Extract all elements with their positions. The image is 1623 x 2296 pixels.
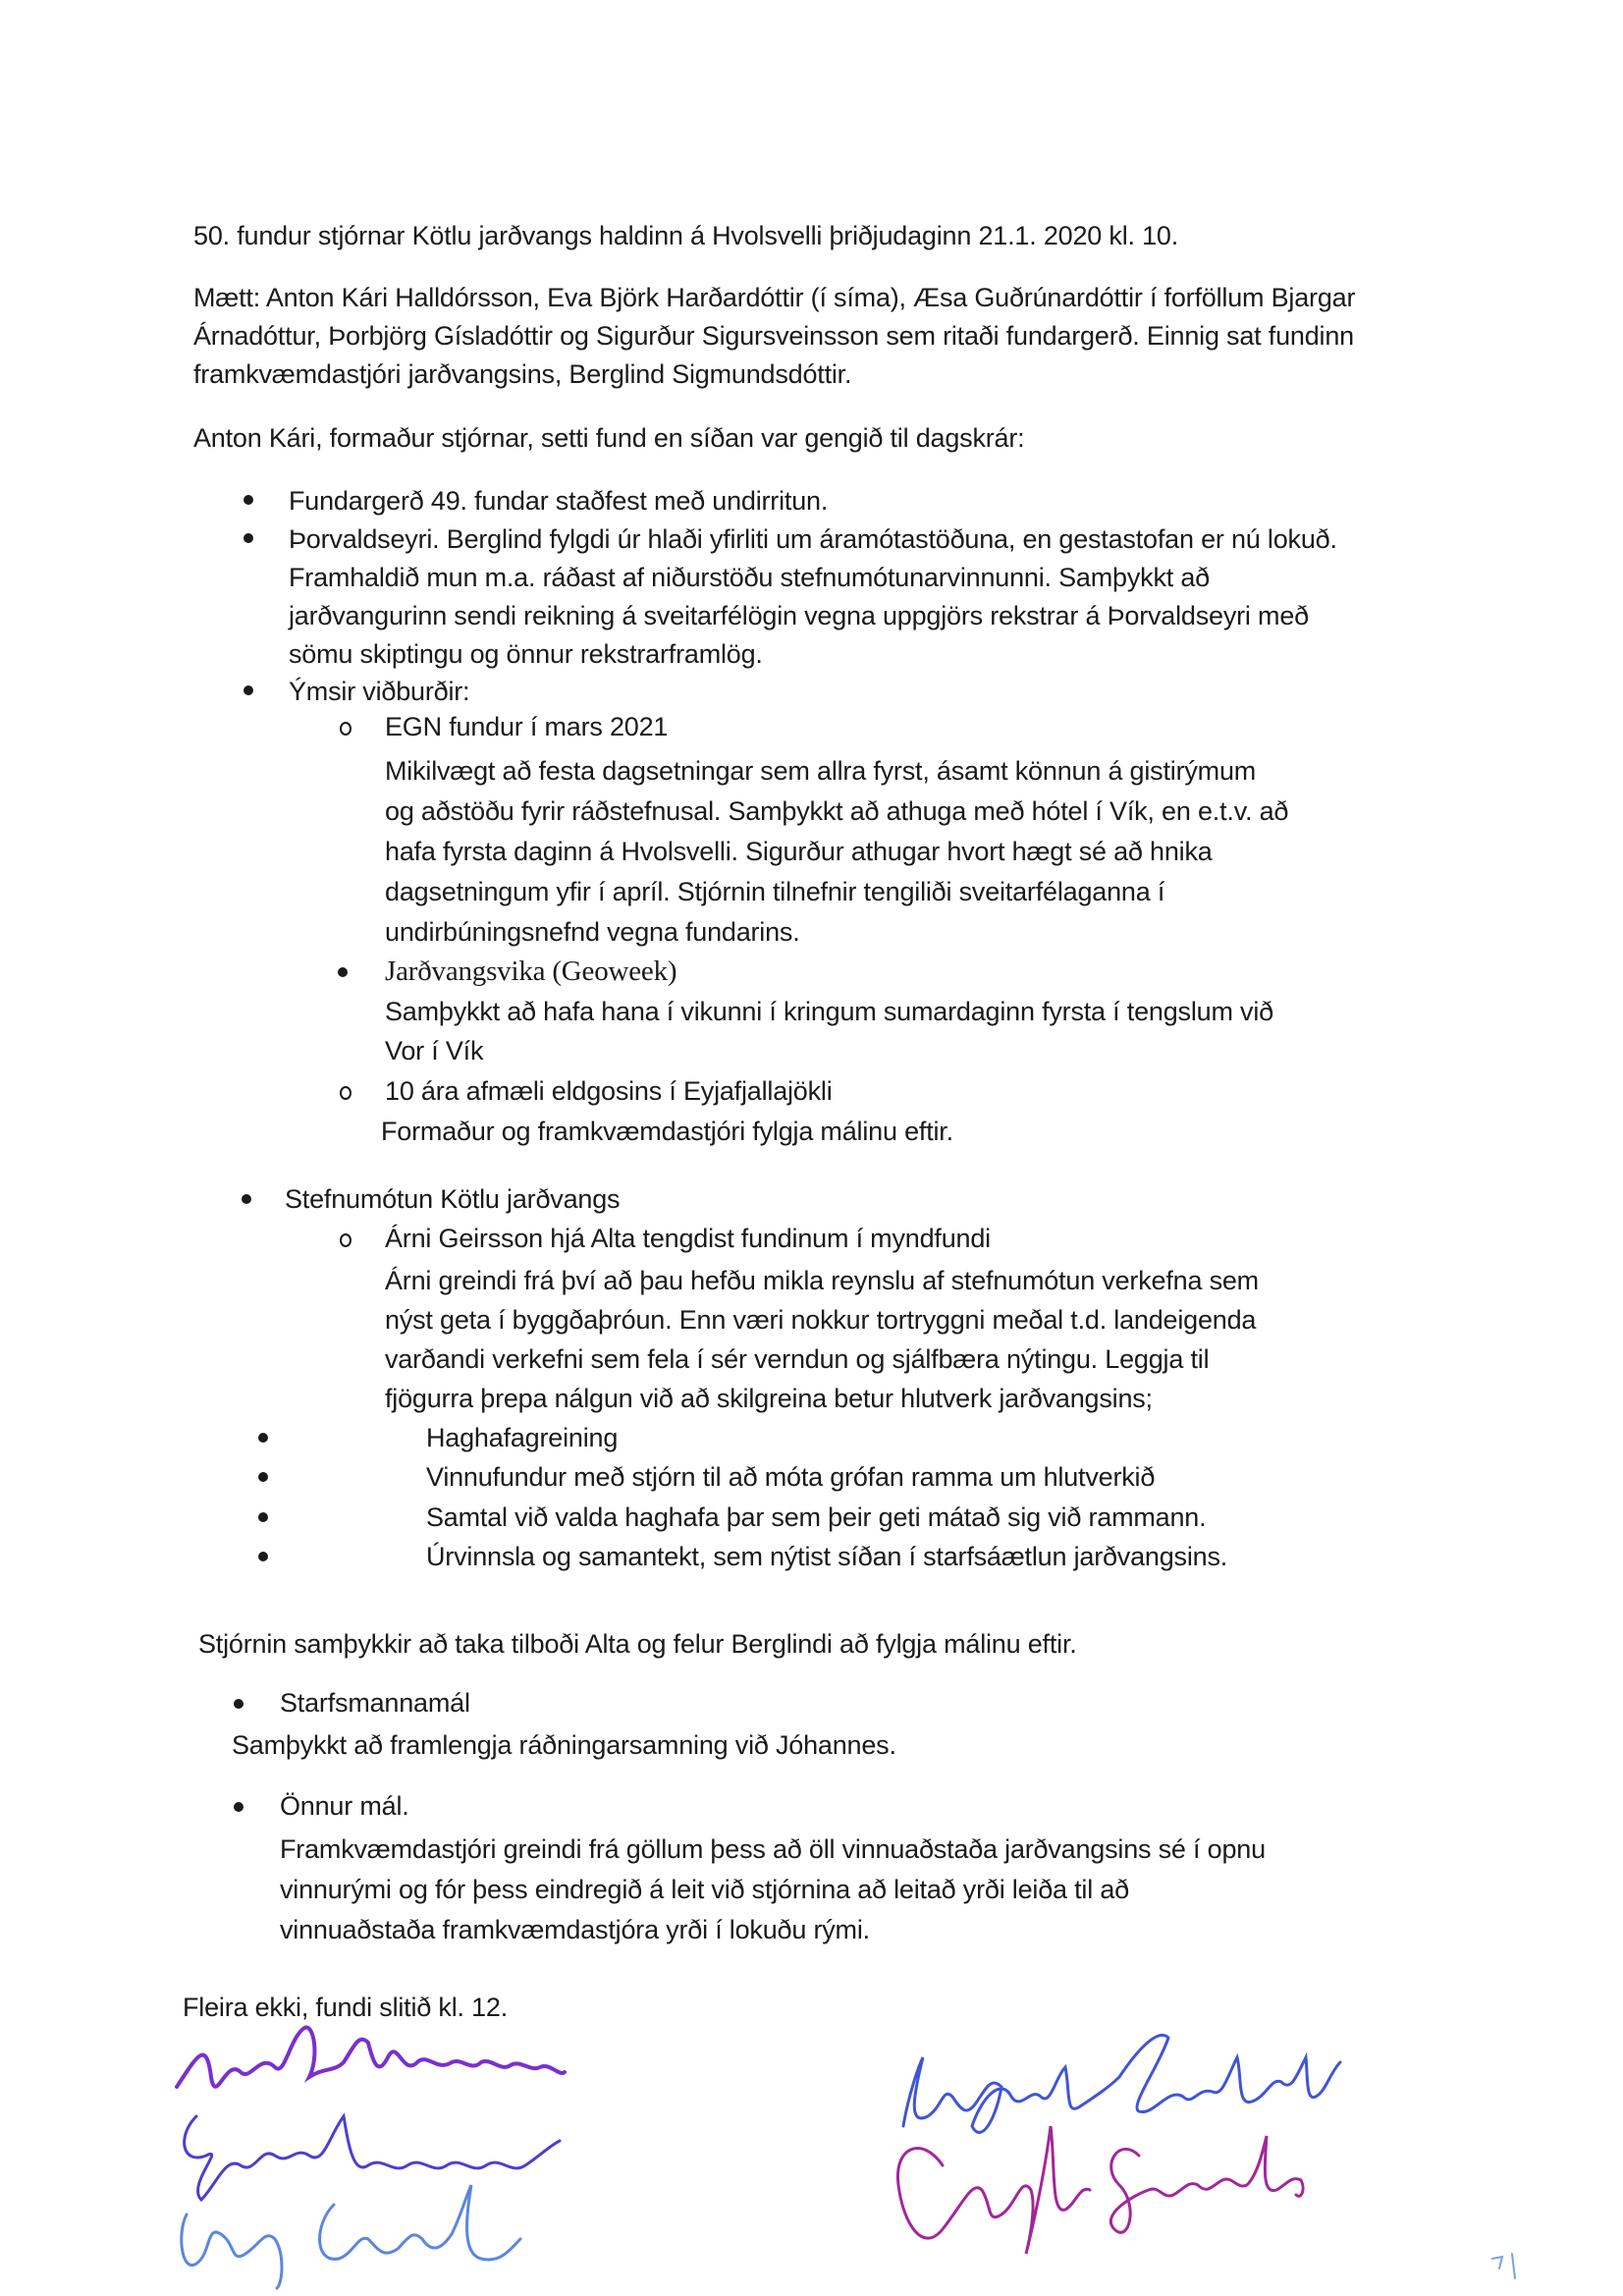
- agenda-item-4-title: Stefnumótun Kötlu jarðvangs: [285, 1184, 621, 1214]
- sub-item-title: EGN fundur í mars 2021: [385, 712, 669, 741]
- sub-item-line: fjögurra þrepa nálgun við að skilgreina betur hlutverk jarðvangsins;: [385, 1384, 1153, 1413]
- agenda-item-6-line: Framkvæmdastjóri greindi frá göllum þess að öll vinnuaðstaða jarðvangsins sé í opnu: [280, 1834, 1266, 1864]
- bullet-icon: [258, 1433, 268, 1443]
- agenda-item-2-line: jarðvangurinn sendi reikning á sveitarfélögin vegna uppgjörs rekstrar á Þorvaldseyri með: [289, 601, 1309, 630]
- sub-item-title: 10 ára afmæli eldgosins í Eyjafjallajökli: [385, 1076, 833, 1106]
- attendance-line: Mætt: Anton Kári Halldórsson, Eva Björk Harðardóttir (í síma), Æsa Guðrúnardóttir í forföllum Bjargar: [193, 283, 1356, 312]
- signature-anton: [177, 2028, 565, 2087]
- step-item: Samtal við valda haghafa þar sem þeir geti mátað sig við rammann.: [426, 1503, 1207, 1532]
- agenda-item-6-title: Önnur mál.: [280, 1791, 409, 1821]
- sub-item-line: hafa fyrsta daginn á Hvolsvelli. Sigurður athugar hvort hægt sé að hnika: [385, 837, 1213, 866]
- agenda-item-1: Fundargerð 49. fundar staðfest með undirritun.: [289, 486, 829, 516]
- step-item: Úrvinnsla og samantekt, sem nýtist síðan í starfsáætlun jarðvangsins.: [426, 1542, 1228, 1571]
- agenda-item-2-line: sömu skiptingu og önnur rekstrarframlög.: [289, 639, 763, 669]
- signature-berglind: [897, 2126, 1303, 2254]
- sub-item-line: Árni greindi frá því að þau hefðu mikla reynslu af stefnumótun verkefna sem: [385, 1266, 1259, 1295]
- signature-eva: [903, 2035, 1340, 2132]
- agenda-item-2-line: Þorvaldseyri. Berglind fylgdi úr hlaði yfirliti um áramótastöðuna, en gestastofan er nú lokuð.: [289, 524, 1337, 554]
- attendance-line: framkvæmdastjóri jarðvangsins, Berglind Sigmundsdóttir.: [193, 359, 852, 389]
- agenda-item-5-body: Samþykkt að framlengja ráðningarsamning við Jóhannes.: [232, 1730, 896, 1760]
- sub-item-line: nýst geta í byggðaþróun. Enn væri nokkur tortryggni meðal t.d. landeigenda: [385, 1305, 1257, 1335]
- bullet-icon: [234, 1699, 243, 1709]
- sub-item-title: Jarðvangsvika (Geoweek): [385, 956, 677, 987]
- agenda-item-6-line: vinnurými og fór þess eindregið á leit við stjórnina að leitað yrði leiða til að: [280, 1875, 1129, 1904]
- agenda-item-2-line: Framhaldið mun m.a. ráðast af niðurstöðu stefnumótunarvinnunni. Samþykkt að: [289, 563, 1210, 592]
- agenda-item-6-line: vinnuaðstaða framkvæmdastjóra yrði í lokuðu rými.: [280, 1915, 870, 1944]
- ink-mark: [1488, 2249, 1527, 2288]
- decision-text: Stjórnin samþykkir að taka tilboði Alta og felur Berglindi að fylgja málinu eftir.: [198, 1629, 1077, 1659]
- signature-block-left: [167, 2018, 756, 2293]
- sub-item-line: og aðstöðu fyrir ráðstefnusal. Samþykkt að athuga með hótel í Vík, en e.t.v. að: [385, 796, 1289, 826]
- sub-item-line: Mikilvægt að festa dagsetningar sem allra fyrst, ásamt könnun á gistirýmum: [385, 756, 1257, 786]
- step-item: Haghafagreining: [426, 1423, 619, 1452]
- sub-item-line: Vor í Vík: [385, 1036, 484, 1066]
- attendance-line: Árnadóttur, Þorbjörg Gísladóttir og Sigurður Sigursveinsson sem ritaði fundargerð. Einnig sat fundinn: [193, 321, 1354, 351]
- sub-item-title: Árni Geirsson hjá Alta tengdist fundinum í myndfundi: [385, 1224, 991, 1253]
- circle-bullet-icon: [340, 1086, 352, 1100]
- circle-bullet-icon: [340, 1233, 352, 1247]
- sub-item-line: dagsetningum yfir í apríl. Stjórnin tilnefnir tengiliði sveitarfélaganna í: [385, 877, 1165, 906]
- signature-thorbjorg: [182, 2185, 520, 2288]
- sub-item-line: Samþykkt að hafa hana í vikunni í kringum sumardaginn fyrsta í tengslum við: [385, 997, 1273, 1026]
- signature-block-right: [884, 2018, 1434, 2264]
- bullet-icon: [258, 1552, 268, 1561]
- bullet-icon: [243, 533, 253, 543]
- bullet-icon: [258, 1512, 268, 1522]
- signature-sigurdur: [185, 2116, 560, 2200]
- sub-item-line: Formaður og framkvæmdastjóri fylgja málinu eftir.: [381, 1117, 953, 1146]
- bullet-icon: [258, 1472, 268, 1482]
- agenda-item-5-title: Starfsmannamál: [280, 1688, 470, 1718]
- opening-text: Anton Kári, formaður stjórnar, setti fund en síðan var gengið til dagskrár:: [193, 423, 1025, 453]
- agenda-item-3-title: Ýmsir viðburðir:: [289, 677, 470, 706]
- sub-item-line: varðandi verkefni sem fela í sér verndun og sjálfbæra nýtingu. Leggja til: [385, 1344, 1210, 1374]
- meeting-title: 50. fundur stjórnar Kötlu jarðvangs haldinn á Hvolsvelli þriðjudaginn 21.1. 2020 kl. 10.: [193, 221, 1179, 250]
- sub-item-line: undirbúningsnefnd vegna fundarins.: [385, 917, 800, 947]
- circle-bullet-icon: [340, 722, 352, 736]
- closing-text: Fleira ekki, fundi slitið kl. 12.: [183, 1993, 509, 2022]
- bullet-icon: [234, 1802, 243, 1812]
- bullet-icon: [242, 1194, 251, 1204]
- step-item: Vinnufundur með stjórn til að móta grófan ramma um hlutverkið: [426, 1462, 1156, 1492]
- bullet-icon: [243, 495, 253, 505]
- bullet-icon: [338, 967, 348, 977]
- bullet-icon: [243, 685, 253, 695]
